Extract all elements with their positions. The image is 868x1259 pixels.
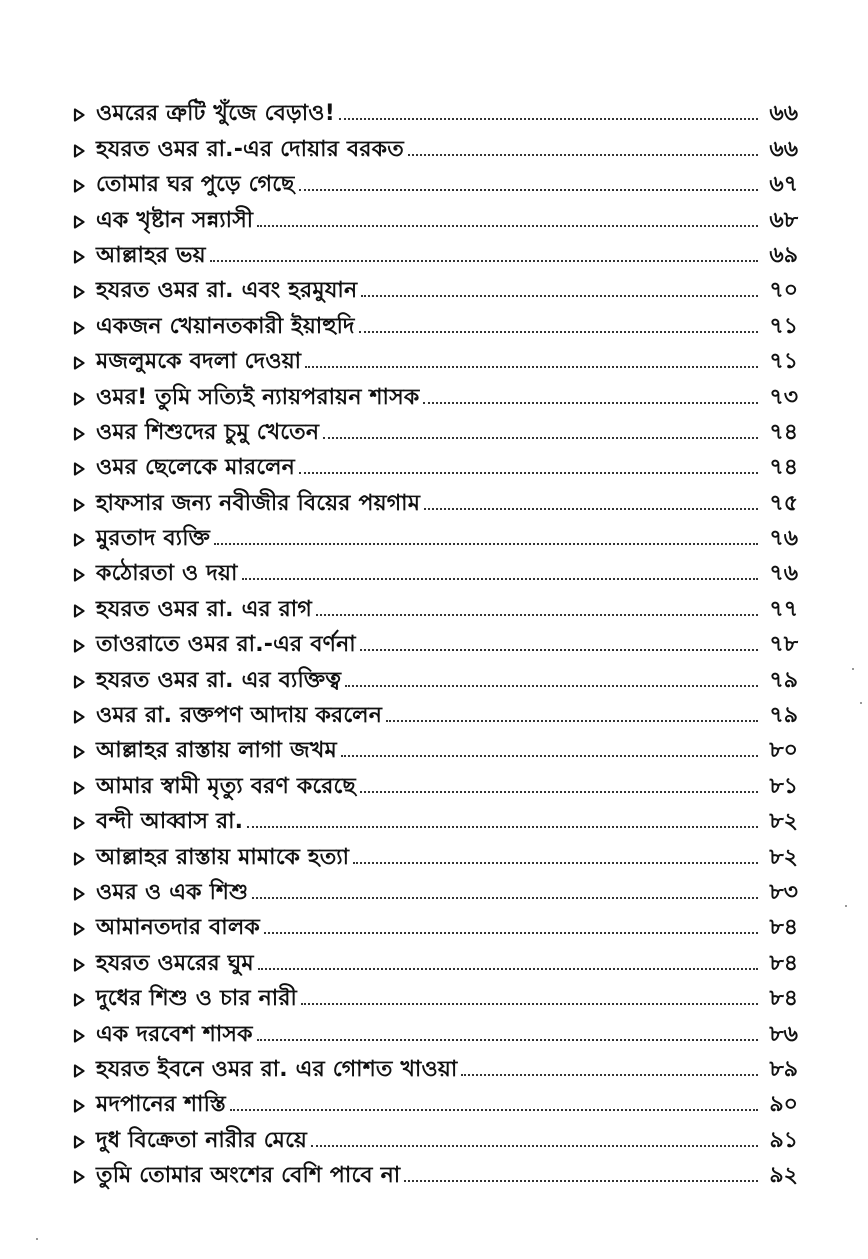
arrow-bullet-icon	[70, 1029, 88, 1046]
toc-entry-page: ৮৩	[769, 879, 798, 905]
dotted-leader	[258, 968, 758, 970]
arrow-bullet-icon	[70, 1170, 88, 1187]
toc-entry-page: ৬৬	[769, 101, 798, 127]
arrow-bullet-icon	[70, 816, 88, 833]
dotted-leader	[360, 649, 758, 651]
toc-entry-title: হযরত ওমর রা.-এর দোয়ার বরকত	[96, 136, 404, 162]
dotted-leader	[353, 862, 758, 864]
dotted-leader	[311, 1145, 758, 1147]
toc-entry-title: তাওরাতে ওমর রা.-এর বর্ণনা	[96, 632, 356, 658]
toc-entry	[70, 975, 798, 1010]
dotted-leader	[339, 118, 758, 120]
toc-entry-title: ওমর ছেলেকে মারলেন	[96, 455, 296, 481]
arrow-bullet-icon	[70, 604, 88, 621]
toc-entry-page: ৮৪	[769, 950, 798, 976]
toc-entry-title: একজন খেয়ানতকারী ইয়াহুদি	[96, 313, 355, 339]
dotted-leader	[316, 614, 758, 616]
table-of-contents	[70, 90, 798, 1187]
dotted-leader	[408, 154, 758, 156]
toc-entry-page: ৯১	[769, 1127, 798, 1153]
arrow-bullet-icon	[70, 285, 88, 302]
toc-entry	[70, 656, 798, 691]
dotted-leader	[301, 1003, 758, 1005]
toc-entry-page: ৬৮	[769, 207, 798, 233]
toc-entry	[70, 196, 798, 231]
toc-entry	[70, 515, 798, 550]
arrow-bullet-icon	[70, 427, 88, 444]
dotted-leader	[359, 331, 758, 333]
dotted-leader	[305, 366, 758, 368]
dotted-leader	[257, 225, 758, 227]
toc-entry-title: ওমর ও এক শিশু	[96, 879, 249, 905]
arrow-bullet-icon	[70, 710, 88, 727]
toc-entry-title: এক খৃষ্টান সন্ন্যাসী	[96, 207, 254, 233]
dotted-leader	[252, 897, 758, 899]
arrow-bullet-icon	[70, 958, 88, 975]
toc-entry	[70, 479, 798, 514]
dotted-leader	[345, 685, 758, 687]
toc-entry-title: হযরত ওমরের ঘুম	[96, 950, 254, 976]
toc-entry-page: ৮২	[769, 844, 798, 870]
dotted-leader	[299, 472, 758, 474]
toc-entry-page: ৮৬	[769, 1021, 798, 1047]
dotted-leader	[323, 437, 758, 439]
scan-speck	[36, 1238, 38, 1240]
dotted-leader	[386, 720, 758, 722]
toc-entry-page: ৭১	[769, 349, 798, 375]
toc-entry-page: ৮৯	[769, 1056, 798, 1082]
toc-entry	[70, 444, 798, 479]
arrow-bullet-icon	[70, 1135, 88, 1152]
toc-entry-title: ওমর রা. রক্তপণ আদায় করলেন	[96, 703, 383, 729]
toc-entry-title: ওমরের ত্রুটি খুঁজে বেড়াও!	[96, 101, 335, 127]
dotted-leader	[461, 1074, 758, 1076]
toc-entry	[70, 1116, 798, 1151]
dotted-leader	[247, 826, 758, 828]
arrow-bullet-icon	[70, 356, 88, 373]
toc-entry-title: বন্দী আব্বাস রা.	[96, 809, 244, 835]
scan-speck	[852, 668, 854, 670]
toc-entry-page: ৮০	[769, 738, 798, 764]
dotted-leader	[257, 1039, 758, 1041]
toc-entry-title: আল্লাহর ভয়	[96, 242, 206, 268]
arrow-bullet-icon	[70, 144, 88, 161]
toc-entry-title: দুধের শিশু ও চার নারী	[96, 986, 297, 1012]
toc-entry-page: ৯০	[769, 1092, 798, 1118]
toc-entry-page: ৭৮	[769, 632, 798, 658]
toc-entry-page: ৭৯	[769, 703, 798, 729]
toc-entry-page: ৭৫	[769, 490, 798, 516]
toc-entry	[70, 904, 798, 939]
arrow-bullet-icon	[70, 533, 88, 550]
toc-entry	[70, 1046, 798, 1081]
toc-entry-page: ৮২	[769, 809, 798, 835]
toc-entry-title: কঠোরতা ও দয়া	[96, 561, 238, 587]
toc-entry-title: হাফসার জন্য নবীজীর বিয়ের পয়গাম	[96, 490, 421, 516]
toc-entry	[70, 798, 798, 833]
arrow-bullet-icon	[70, 887, 88, 904]
toc-entry	[70, 939, 798, 974]
toc-entry	[70, 869, 798, 904]
toc-entry	[70, 161, 798, 196]
dotted-leader	[210, 260, 758, 262]
toc-entry-title: তোমার ঘর পুড়ে গেছে	[96, 172, 295, 198]
dotted-leader	[214, 543, 758, 545]
toc-entry	[70, 338, 798, 373]
toc-entry	[70, 409, 798, 444]
toc-entry	[70, 585, 798, 620]
scan-speck	[860, 702, 862, 704]
dotted-leader	[361, 295, 758, 297]
dotted-leader	[299, 189, 758, 191]
arrow-bullet-icon	[70, 1064, 88, 1081]
dotted-leader	[404, 1180, 758, 1182]
arrow-bullet-icon	[70, 462, 88, 479]
arrow-bullet-icon	[70, 392, 88, 409]
toc-entry-title: তুমি তোমার অংশের বেশি পাবে না	[96, 1163, 401, 1189]
toc-entry-page: ৭০	[769, 278, 798, 304]
arrow-bullet-icon	[70, 568, 88, 585]
toc-entry	[70, 727, 798, 762]
arrow-bullet-icon	[70, 852, 88, 869]
toc-entry-title: আল্লাহর রাস্তায় মামাকে হত্যা	[96, 844, 350, 870]
toc-entry-title: হযরত ওমর রা. এবং হরমুযান	[96, 278, 358, 304]
toc-entry-title: হযরত ওমর রা. এর ব্যক্তিত্ব	[96, 667, 342, 693]
toc-entry-title: আমানতদার বালক	[96, 915, 261, 941]
toc-entry-page: ৭৪	[769, 419, 798, 445]
toc-entry	[70, 267, 798, 302]
arrow-bullet-icon	[70, 498, 88, 515]
dotted-leader	[341, 755, 758, 757]
arrow-bullet-icon	[70, 781, 88, 798]
toc-entry-page: ৮১	[769, 773, 798, 799]
toc-entry-title: হযরত ওমর রা. এর রাগ	[96, 596, 312, 622]
toc-entry-page: ৭৪	[769, 455, 798, 481]
arrow-bullet-icon	[70, 250, 88, 267]
toc-entry	[70, 302, 798, 337]
toc-entry	[70, 833, 798, 868]
toc-entry	[70, 762, 798, 797]
toc-entry	[70, 373, 798, 408]
toc-entry	[70, 125, 798, 160]
arrow-bullet-icon	[70, 993, 88, 1010]
dotted-leader	[424, 508, 758, 510]
toc-entry	[70, 550, 798, 585]
toc-entry-page: ৭৬	[769, 561, 798, 587]
arrow-bullet-icon	[70, 639, 88, 656]
arrow-bullet-icon	[70, 675, 88, 692]
toc-entry-page: ৮৪	[769, 915, 798, 941]
toc-entry-page: ৭৬	[769, 526, 798, 552]
dotted-leader	[242, 578, 758, 580]
toc-entry	[70, 1081, 798, 1116]
toc-entry-title: আমার স্বামী মৃত্যু বরণ করেছে	[96, 773, 356, 799]
dotted-leader	[230, 1109, 758, 1111]
dotted-leader	[264, 932, 758, 934]
toc-entry	[70, 90, 798, 125]
toc-entry	[70, 1152, 798, 1187]
scan-speck	[845, 905, 847, 907]
arrow-bullet-icon	[70, 745, 88, 762]
toc-entry-page: ৮৪	[769, 986, 798, 1012]
arrow-bullet-icon	[70, 1099, 88, 1116]
toc-entry	[70, 1010, 798, 1045]
toc-entry-title: মুরতাদ ব্যক্তি	[96, 526, 211, 552]
toc-entry-title: মজলুমকে বদলা দেওয়া	[96, 349, 302, 375]
toc-entry	[70, 692, 798, 727]
arrow-bullet-icon	[70, 321, 88, 338]
toc-entry-title: হযরত ইবনে ওমর রা. এর গোশত খাওয়া	[96, 1056, 458, 1082]
toc-entry-title: ওমর শিশুদের চুমু খেতেন	[96, 419, 320, 445]
toc-entry-title: মদপানের শাস্তি	[96, 1092, 226, 1118]
toc-entry-title: দুধ বিক্রেতা নারীর মেয়ে	[96, 1127, 308, 1153]
arrow-bullet-icon	[70, 108, 88, 125]
toc-entry-page: ৭১	[769, 313, 798, 339]
toc-entry	[70, 232, 798, 267]
arrow-bullet-icon	[70, 179, 88, 196]
toc-entry-page: ৬৭	[769, 172, 798, 198]
toc-entry-title: এক দরবেশ শাসক	[96, 1021, 253, 1047]
toc-entry-page: ৭৩	[769, 384, 798, 410]
arrow-bullet-icon	[70, 215, 88, 232]
toc-entry-title: আল্লাহর রাস্তায় লাগা জখম	[96, 738, 337, 764]
toc-entry-title: ওমর! তুমি সত্যিই ন্যায়পরায়ন শাসক	[96, 384, 420, 410]
toc-entry-page: ৬৯	[769, 242, 798, 268]
arrow-bullet-icon	[70, 922, 88, 939]
dotted-leader	[423, 402, 758, 404]
toc-entry-page: ৭৭	[769, 596, 798, 622]
toc-entry-page: ৭৯	[769, 667, 798, 693]
toc-entry	[70, 621, 798, 656]
toc-entry-page: ৬৬	[769, 136, 798, 162]
toc-entry-page: ৯২	[769, 1163, 798, 1189]
dotted-leader	[360, 791, 758, 793]
